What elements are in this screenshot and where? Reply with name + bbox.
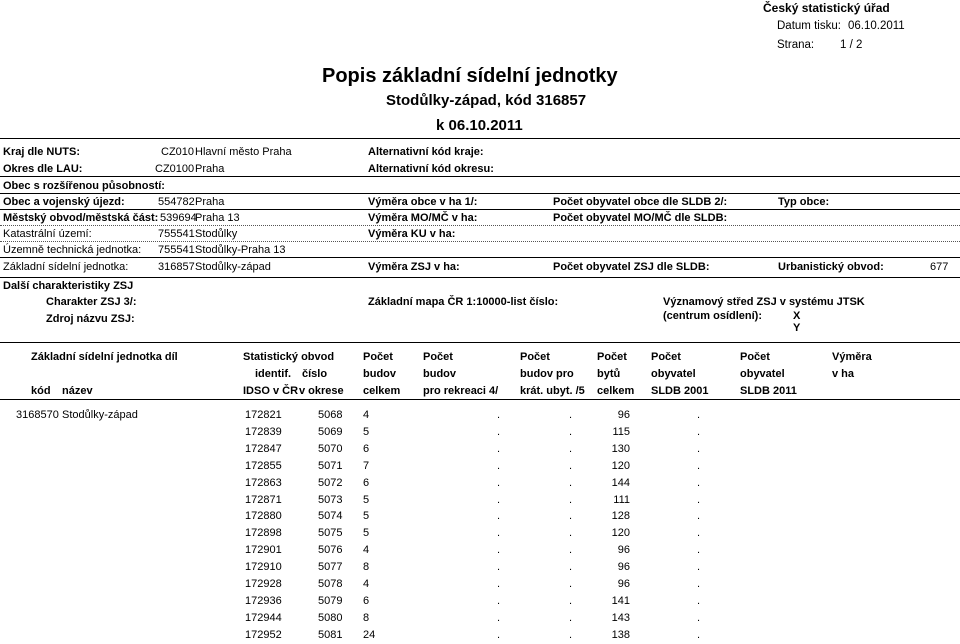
cell-rekreace: .: [496, 425, 500, 438]
vymera-mo-label: Výměra MO/MČ v ha:: [368, 212, 478, 224]
cell-budovy: 5: [363, 425, 370, 438]
lau-code: CZ0100: [155, 163, 195, 175]
cell-idso: 172839: [245, 425, 282, 438]
alt-kraj-label: Alternativní kód kraje:: [368, 146, 484, 158]
cell-byty: 111: [613, 493, 630, 506]
cell-rekreace: .: [496, 493, 500, 506]
cell-rekreace: .: [496, 611, 500, 624]
cell-sldb-2001: .: [696, 578, 700, 590]
col-header-nazev: název: [62, 385, 93, 397]
table-top-rule: [0, 342, 960, 343]
cell-sldb-2001: .: [696, 425, 700, 438]
col-header-stat-obvod: Statistický obvod: [243, 351, 335, 363]
col-header-budov-pro: budov pro: [520, 368, 574, 380]
cell-cislo: 5078: [318, 578, 343, 590]
pocet-zsj-label: Počet obyvatel ZSJ dle SLDB:: [553, 261, 710, 273]
col-header-sldb-2001: SLDB 2001: [651, 385, 709, 397]
cell-cislo: 5069: [318, 425, 343, 438]
cell-kratko: .: [568, 561, 572, 574]
cell-idso: 172821: [245, 409, 282, 421]
cell-idso: 172880: [245, 510, 282, 523]
cell-rekreace: .: [496, 459, 500, 472]
col-header-v-okrese: v okrese: [299, 385, 344, 397]
cell-idso: 172952: [245, 628, 282, 641]
cell-kratko: .: [568, 594, 572, 607]
cell-sldb-2001: .: [696, 594, 700, 607]
cell-byty: 120: [611, 527, 630, 540]
col-header-budov-2: budov: [423, 368, 456, 380]
cell-byty: 115: [612, 425, 630, 438]
cell-rekreace: .: [496, 527, 500, 540]
table-header-rule: [0, 399, 960, 400]
typ-obce-label: Typ obce:: [778, 196, 830, 208]
cell-rekreace: .: [496, 510, 500, 523]
mc-label: Městský obvod/městská část:: [3, 212, 159, 224]
col-header-pro-rekreaci: pro rekreaci 4/: [423, 385, 499, 397]
cell-rekreace: .: [496, 561, 500, 574]
lau-name: Praha: [195, 163, 225, 175]
col-header-vymera: Výměra: [832, 351, 872, 363]
cell-byty: 144: [611, 476, 630, 489]
cell-sldb-2001: .: [696, 628, 700, 641]
cell-sldb-2001: .: [696, 527, 700, 540]
col-header-obyvatel-2: obyvatel: [740, 368, 785, 380]
cell-rekreace: .: [496, 628, 500, 641]
cell-cislo: 5081: [318, 628, 343, 641]
cell-byty: 120: [611, 459, 630, 472]
cell-kratko: .: [568, 628, 572, 641]
obec-label: Obec a vojenský újezd:: [3, 196, 125, 208]
orp-label: Obec s rozšířenou působností:: [3, 180, 165, 192]
cell-idso: 172901: [245, 544, 282, 557]
table-row: [0, 612, 960, 627]
nuts-code: CZ010: [161, 146, 195, 158]
col-header-budov-1: budov: [363, 368, 396, 380]
table-row: [0, 443, 960, 458]
table-row: [0, 409, 960, 424]
cell-kod: 3168570: [16, 409, 59, 421]
nuts-name: Hlavní město Praha: [195, 146, 292, 158]
table-row: [0, 595, 960, 610]
cell-sldb-2001: .: [696, 561, 700, 574]
rule-7: [0, 277, 960, 278]
cell-rekreace: .: [496, 578, 500, 590]
obec-code: 554782: [158, 196, 195, 208]
cell-sldb-2001: .: [696, 611, 700, 624]
cell-byty: 143: [611, 611, 630, 624]
cell-budovy: 4: [363, 578, 370, 590]
zsj-code: 316857: [158, 261, 195, 273]
cell-idso: 172936: [245, 594, 282, 607]
cell-cislo: 5077: [318, 561, 343, 574]
cell-cislo: 5070: [318, 442, 343, 455]
ku-code: 755541: [158, 228, 195, 240]
cell-idso: 172928: [245, 578, 282, 590]
cell-budovy: 5: [363, 493, 370, 506]
rule-3: [0, 209, 960, 210]
table-row: [0, 510, 960, 525]
cell-rekreace: .: [496, 476, 500, 489]
cell-byty: 128: [611, 510, 630, 523]
cell-idso: 172855: [245, 459, 282, 472]
cell-budovy: 4: [363, 544, 370, 557]
zsj-label: Základní sídelní jednotka:: [3, 261, 129, 273]
col-header-v-ha: v ha: [832, 368, 855, 380]
col-header-obyvatel-1: obyvatel: [651, 368, 696, 380]
ku-label: Katastrální území:: [3, 228, 92, 240]
pocet-obce-label: Počet obyvatel obce dle SLDB 2/:: [553, 196, 728, 208]
cell-cislo: 5071: [318, 459, 343, 472]
centrum-osidleni-label: (centrum osídlení):: [663, 310, 763, 322]
cell-sldb-2001: .: [696, 510, 700, 523]
cell-budovy: 6: [363, 442, 370, 455]
cell-rekreace: .: [496, 594, 500, 607]
cell-idso: 172898: [245, 527, 282, 540]
cell-kratko: .: [568, 442, 572, 455]
rule-6: [0, 257, 960, 258]
cell-budovy: 5: [363, 527, 370, 540]
cell-sldb-2001: .: [696, 476, 700, 489]
table-row: [0, 578, 960, 593]
dalsi-charakteristiky-label: Další charakteristiky ZSJ: [3, 280, 134, 292]
col-header-pocet-2: Počet: [423, 351, 453, 363]
rule-5: [0, 241, 960, 242]
col-header-pocet-4: Počet: [597, 351, 627, 363]
info-top-rule: [0, 138, 960, 139]
table-row: [0, 629, 960, 644]
reference-date: k 06.10.2011: [436, 117, 523, 134]
col-header-zsj-dil: Základní sídelní jednotka díl: [31, 351, 178, 363]
page-label: Strana:: [777, 39, 815, 51]
cell-byty: 96: [617, 578, 630, 590]
cell-idso: 172871: [245, 493, 282, 506]
col-header-pocet-3: Počet: [520, 351, 550, 363]
cell-budovy: 7: [363, 459, 370, 472]
cell-kratko: .: [568, 611, 572, 624]
cell-kratko: .: [568, 459, 572, 472]
cell-byty: 130: [611, 442, 630, 455]
cell-budovy: 24: [363, 628, 376, 641]
cell-byty: 138: [611, 628, 630, 641]
col-header-pocet-1: Počet: [363, 351, 393, 363]
cell-sldb-2001: .: [696, 544, 700, 557]
cell-idso: 172944: [245, 611, 282, 624]
vymera-zsj-label: Výměra ZSJ v ha:: [368, 261, 460, 273]
urbanisticky-obvod-value: 677: [930, 261, 949, 273]
cell-budovy: 6: [363, 594, 370, 607]
charakter-zsj-label: Charakter ZSJ 3/:: [46, 296, 137, 308]
zsj-name: Stodůlky-západ: [195, 261, 271, 273]
page-subtitle: Stodůlky-západ, kód 316857: [386, 92, 587, 109]
col-header-identif: identif.: [255, 368, 292, 380]
col-header-bytu: bytů: [597, 368, 621, 380]
table-row: [0, 494, 960, 509]
rule-4: [0, 225, 960, 226]
rule-1: [0, 176, 960, 177]
alt-okres-label: Alternativní kód okresu:: [368, 163, 494, 175]
col-header-idso: IDSO v ČR: [243, 385, 299, 397]
cell-cislo: 5080: [318, 611, 343, 624]
cell-cislo: 5068: [318, 409, 343, 421]
mc-code: 539694: [160, 212, 197, 224]
zakladni-mapa-label: Základní mapa ČR 1:10000-list číslo:: [368, 296, 559, 308]
cell-budovy: 4: [363, 409, 370, 421]
cell-cislo: 5076: [318, 544, 343, 557]
cell-budovy: 5: [363, 510, 370, 523]
cell-rekreace: .: [496, 544, 500, 557]
table-row: [0, 561, 960, 576]
vymera-ku-label: Výměra KU v ha:: [368, 228, 456, 240]
cell-idso: 172847: [245, 442, 282, 455]
cell-rekreace: .: [496, 409, 500, 421]
cell-cislo: 5073: [318, 493, 343, 506]
cell-cislo: 5072: [318, 476, 343, 489]
page-number: 1 / 2: [840, 39, 863, 51]
print-date-label: Datum tisku:: [777, 20, 841, 32]
cell-sldb-2001: .: [696, 442, 700, 455]
cell-kratko: .: [568, 493, 572, 506]
cell-byty: 96: [617, 409, 630, 421]
table-row: [0, 477, 960, 492]
cell-kratko: .: [568, 544, 572, 557]
cell-kratko: .: [568, 578, 572, 590]
jtsk-y-label: Y: [793, 322, 801, 334]
jtsk-x-label: X: [793, 310, 801, 322]
table-row: [0, 544, 960, 559]
table-row: [0, 527, 960, 542]
urbanisticky-obvod-label: Urbanistický obvod:: [778, 261, 884, 273]
col-header-krat-ubyt: krát. ubyt. /5: [520, 385, 585, 397]
col-header-kod: kód: [31, 385, 51, 397]
col-header-celkem-2: celkem: [597, 385, 635, 397]
print-date: 06.10.2011: [848, 20, 905, 32]
table-row: [0, 460, 960, 475]
cell-idso: 172863: [245, 476, 282, 489]
cell-kratko: .: [568, 476, 572, 489]
lau-label: Okres dle LAU:: [3, 163, 83, 175]
obec-name: Praha: [195, 196, 225, 208]
cell-nazev: Stodůlky-západ: [62, 409, 138, 421]
cell-kratko: .: [568, 510, 572, 523]
cell-cislo: 5075: [318, 527, 343, 540]
table-row: [0, 426, 960, 441]
col-header-sldb-2011: SLDB 2011: [740, 385, 797, 397]
cell-kratko: .: [568, 425, 572, 438]
vyznamovy-stred-label: Významový střed ZSJ v systému JTSK: [663, 296, 865, 308]
col-header-celkem-1: celkem: [363, 385, 401, 397]
page-title: Popis základní sídelní jednotky: [322, 65, 618, 87]
cell-byty: 96: [617, 544, 630, 557]
cell-cislo: 5074: [318, 510, 343, 523]
cell-budovy: 8: [363, 611, 370, 624]
cell-byty: 96: [617, 561, 630, 574]
cell-sldb-2001: .: [696, 409, 700, 421]
zdroj-nazvu-label: Zdroj názvu ZSJ:: [46, 313, 135, 325]
rule-2: [0, 193, 960, 194]
col-header-pocet-5: Počet: [651, 351, 681, 363]
ku-name: Stodůlky: [195, 228, 238, 240]
cell-idso: 172910: [245, 561, 282, 574]
col-header-pocet-6: Počet: [740, 351, 770, 363]
vymera-obce-label: Výměra obce v ha 1/:: [368, 196, 478, 208]
cell-budovy: 6: [363, 476, 370, 489]
utj-label: Územně technická jednotka:: [3, 244, 142, 256]
pocet-mo-label: Počet obyvatel MO/MČ dle SLDB:: [553, 212, 728, 224]
cell-budovy: 8: [363, 561, 370, 574]
utj-name: Stodůlky-Praha 13: [195, 244, 286, 256]
cell-cislo: 5079: [318, 594, 343, 607]
cell-byty: 141: [611, 594, 630, 607]
cell-sldb-2001: .: [696, 459, 700, 472]
col-header-cislo: číslo: [302, 368, 328, 380]
nuts-label: Kraj dle NUTS:: [3, 146, 81, 158]
utj-code: 755541: [158, 244, 195, 256]
mc-name: Praha 13: [195, 212, 240, 224]
cell-kratko: .: [568, 409, 572, 421]
cell-sldb-2001: .: [696, 493, 700, 506]
organization-name: Český statistický úřad: [763, 1, 890, 15]
cell-rekreace: .: [496, 442, 500, 455]
cell-kratko: .: [568, 527, 572, 540]
